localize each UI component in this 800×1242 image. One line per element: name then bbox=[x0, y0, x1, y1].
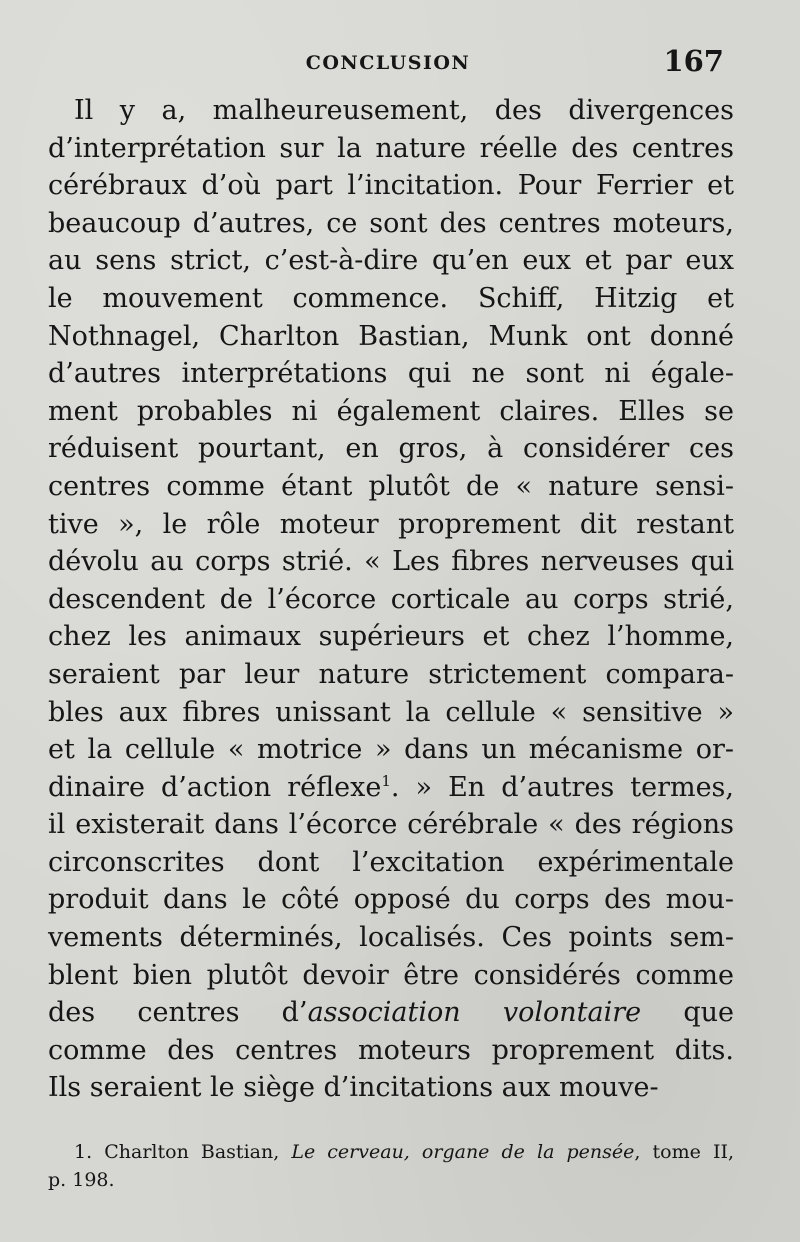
italic-emphasis: association volontaire bbox=[307, 997, 642, 1029]
text-line: circonscrites dont l’excitation expérimentale bbox=[48, 846, 734, 878]
text-line: descendent de l’écorce corticale au corps strié, bbox=[48, 583, 734, 615]
footnote-page-ref: p. 198. bbox=[48, 1169, 115, 1191]
text-line: comme des centres moteurs proprement dits. bbox=[48, 1034, 734, 1066]
text-segment: . » En d’autres termes, bbox=[390, 771, 734, 803]
text-line bbox=[48, 994, 734, 1032]
text-line: beaucoup d’autres, ce sont des centres moteurs, bbox=[48, 207, 734, 239]
text-line: il existerait dans l’écorce cérébrale « des régions bbox=[48, 809, 734, 841]
footnote-line bbox=[48, 1138, 734, 1166]
footnote-reference: 1 bbox=[381, 771, 391, 790]
text-line: cérébraux d’où part l’incitation. Pour Ferrier et bbox=[48, 170, 734, 202]
text-line: dévolu au corps strié. « Les fibres nerveuses qui bbox=[48, 546, 734, 578]
body-text bbox=[48, 92, 734, 1107]
footnote-author: Charlton Bastian, bbox=[92, 1141, 292, 1163]
text-line: vements déterminés, localisés. Ces points sem- bbox=[48, 922, 734, 954]
text-line: bles aux fibres unissant la cellule « sensitive » bbox=[48, 696, 734, 728]
text-line: d’interprétation sur la nature réelle des centres bbox=[48, 132, 734, 164]
footnote-volume: , tome II, bbox=[634, 1141, 734, 1163]
footnotes bbox=[48, 1138, 734, 1194]
text-line: et la cellule « motrice » dans un mécanisme or- bbox=[48, 734, 734, 766]
running-head bbox=[48, 44, 728, 84]
text-line: Nothnagel, Charlton Bastian, Munk ont donné bbox=[48, 320, 734, 352]
text-line: tive », le rôle moteur proprement dit restant bbox=[48, 508, 734, 540]
text-line: Il y a, malheureusement, des divergences bbox=[74, 95, 734, 126]
text-line: blent bien plutôt devoir être considérés comme bbox=[48, 959, 734, 991]
text-segment: que bbox=[641, 997, 735, 1029]
footnote-marker: 1. bbox=[74, 1141, 93, 1163]
text-line: chez les animaux supérieurs et chez l’homme, bbox=[48, 621, 734, 653]
text-line: centres comme étant plutôt de « nature sensi- bbox=[48, 470, 734, 502]
text-line: au sens strict, c’est-à-dire qu’en eux et par eux bbox=[48, 245, 734, 277]
text-line: d’autres interprétations qui ne sont ni égale- bbox=[48, 358, 734, 390]
text-line: produit dans le côté opposé du corps des mou- bbox=[48, 884, 734, 916]
text-line: Ils seraient le siège d’incitations aux mouve- bbox=[48, 1072, 659, 1104]
running-title: CONCLUSION bbox=[305, 52, 471, 74]
footnote-work-title: Le cerveau, organe de la pensée bbox=[291, 1141, 635, 1163]
text-segment: dinaire d’action réflexe bbox=[48, 771, 382, 803]
text-line: ment probables ni également claires. Elles se bbox=[48, 395, 734, 427]
page-number: 167 bbox=[663, 44, 724, 78]
text-line: seraient par leur nature strictement compara- bbox=[48, 658, 734, 690]
text-line bbox=[48, 769, 734, 807]
text-line: le mouvement commence. Schiff, Hitzig et bbox=[48, 282, 734, 314]
text-segment: des centres d’ bbox=[48, 997, 308, 1029]
text-line: réduisent pourtant, en gros, à considérer ces bbox=[48, 433, 734, 465]
